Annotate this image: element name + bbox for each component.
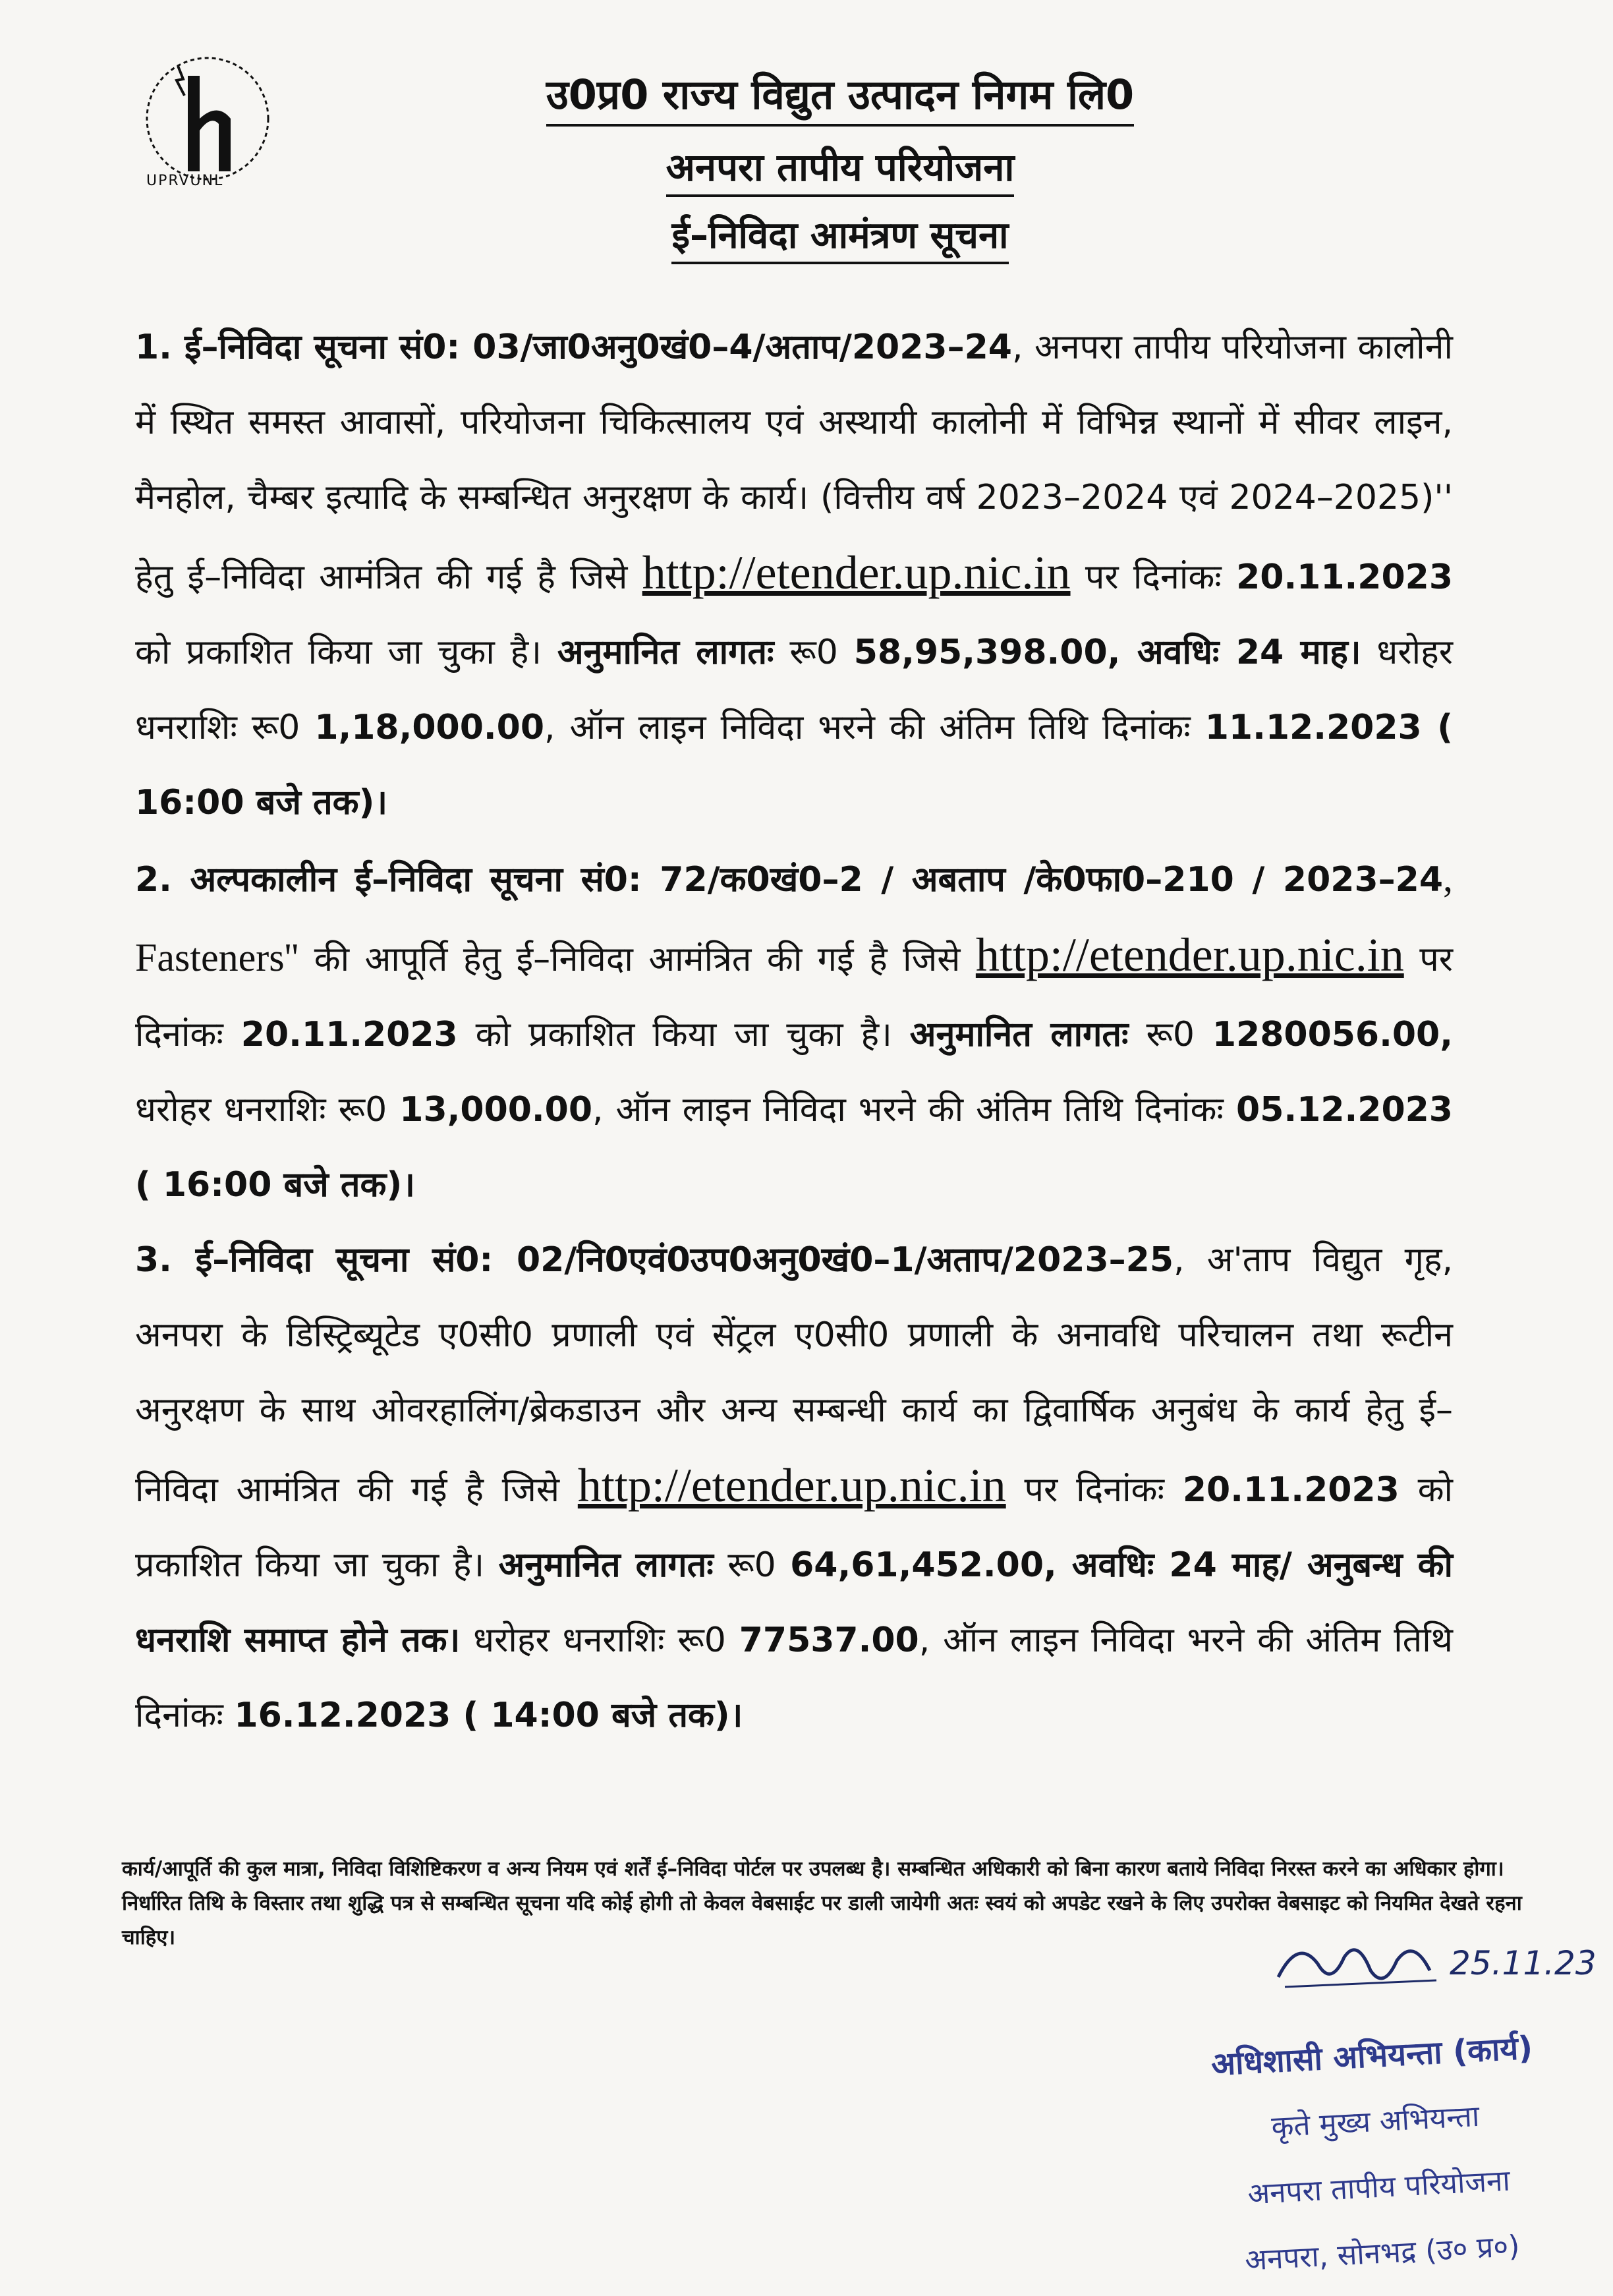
notice-3-deadline-value: 16.12.2023 ( 14:00 बजे तक)। <box>234 1696 743 1735</box>
notice-3-ref: 3. ई–निविदा सूचना सं0: 02/नि0एवं0उप0अनु0खं0–1/अताप/2023–25 <box>135 1240 1174 1280</box>
notice-body <box>135 310 1453 1753</box>
notice-1-published-suffix: को प्रकाशित किया जा चुका है। <box>135 633 542 672</box>
notice-2-desc: की आपूर्ति हेतु ई–निविदा आमंत्रित की गई है जिसे <box>314 940 961 979</box>
footnote-line-2: निर्धारित तिथि के विस्तार तथा शुद्धि पत्र से सम्बन्धित सूचना यदि कोई होगी तो केवल वेबसाईट पर डाली जायेगी अतः स्वयं को अपडेट रखने के लिए उपरोक्त वेबसाइट को नियमित देखते रहना चाहिए। <box>122 1891 1522 1949</box>
notice-2-ref: 2. अल्पकालीन ई–निविदा सूचना सं0: 72/क0खं0–2 / अबताप /के0फा0–210 / 2023–24 <box>135 860 1443 900</box>
notice-3-deposit-label: धरोहर धनराशिः रू0 <box>473 1621 726 1660</box>
notice-1-published-date: 20.11.2023 <box>1236 558 1454 597</box>
notice-3-published-suffix: को प्रकाशित किया जा चुका है। <box>135 1470 1454 1585</box>
notice-1-deposit-label: धरोहर धनराशिः रू0 <box>135 633 1453 747</box>
notice-2-deadline-value: 05.12.2023 ( 16:00 बजे तक)। <box>135 1090 1453 1205</box>
stamp-line-2: कृते मुख्य अभियन्ता <box>1270 2099 1481 2144</box>
header <box>461 66 1219 264</box>
notice-2 <box>135 840 1453 1222</box>
org-name: उ0प्र0 राज्य विद्युत उत्पादन निगम लि0 <box>546 66 1134 127</box>
notice-1-deadline-value: 11.12.2023 ( 16:00 बजे तक)। <box>135 708 1453 822</box>
notice-2-deposit-value: 13,000.00 <box>399 1090 593 1130</box>
notice-2-published-prefix: पर दिनांकः <box>135 940 1454 1054</box>
notice-2-cost-label: अनुमानित लागतः <box>909 1015 1129 1054</box>
notice-3-published-date: 20.11.2023 <box>1182 1470 1400 1510</box>
notice-3-desc: , अ'ताप विद्युत गृह, अनपरा के डिस्ट्रिब्यूटेड ए0सी0 प्रणाली एवं सेंट्रल ए0सी0 प्रणाली के अनावधि परिचालन तथा रूटीन अनुरक्षण के साथ ओवरहालिंग/ब्रेकडाउन और अन्य सम्बन्धी कार्य का द्विवार्षिक अनुबंध के कार्य हेतु ई–निविदा आमंत्रित की गई है जिसे <box>135 1240 1453 1510</box>
notice-2-item: , Fasteners'' <box>135 856 1453 979</box>
notice-1-deposit-value: 1,18,000.00 <box>314 708 545 747</box>
notice-3-deposit-value: 77537.00 <box>739 1621 919 1660</box>
notice-2-url[interactable]: http://etender.up.nic.in <box>975 929 1404 981</box>
official-stamp <box>1186 2014 1568 2296</box>
notice-2-published-date: 20.11.2023 <box>241 1015 458 1054</box>
notice-2-deadline-label: , ऑन लाइन निविदा भरने की अंतिम तिथि दिनांकः <box>592 1090 1224 1130</box>
notice-1 <box>135 310 1453 840</box>
notice-2-deposit-label: धरोहर धनराशिः रू0 <box>135 1090 387 1130</box>
stamp-line-3: अनपरा तापीय परियोजना <box>1247 2164 1511 2212</box>
notice-3 <box>135 1222 1453 1753</box>
project-name: अनपरा तापीय परियोजना <box>666 140 1015 197</box>
stamp-line-1: अधिशासी अभियन्ता (कार्य) <box>1210 2029 1534 2083</box>
signature-date: 25.11.23 <box>1450 1944 1597 1982</box>
notice-1-url[interactable]: http://etender.up.nic.in <box>642 546 1071 599</box>
notice-1-cost-label: अनुमानित लागतः <box>557 633 774 672</box>
notice-1-desc: , अनपरा तापीय परियोजना कालोनी में स्थित समस्त आवासों, परियोजना चिकित्सालय एवं अस्थायी कालोनी में विभिन्न स्थानों में सीवर लाइन, मैनहोल, चैम्बर इत्यादि के सम्बन्धित अनुरक्षण के कार्य। (वित्तीय वर्ष 2023–2024 एवं 2024–2025)'' हेतु ई–निविदा आमंत्रित की गई है जिसे <box>135 328 1453 597</box>
stamp-line-4: अनपरा, सोनभद्र (उ० प्र०) <box>1244 2229 1521 2278</box>
notice-1-cost-value: 58,95,398.00, अवधिः 24 माह। <box>853 633 1361 672</box>
notice-3-cost-prefix: रू0 <box>727 1545 776 1585</box>
notice-3-published-prefix: पर दिनांकः <box>1024 1470 1164 1510</box>
notice-1-ref: 1. ई–निविदा सूचना सं0: 03/जा0अनु0खं0–4/अताप/2023–24 <box>135 328 1012 367</box>
notice-title: ई–निविदा आमंत्रण सूचना <box>671 209 1008 264</box>
logo-text: UPRVUNL <box>146 173 224 189</box>
notice-1-deadline-label: , ऑन लाइन निविदा भरने की अंतिम तिथि दिनांकः <box>544 708 1191 747</box>
notice-3-cost-value: 64,61,452.00, अवधिः 24 माह/ अनुबन्ध की धनराशि समाप्त होने तक। <box>135 1545 1454 1660</box>
notice-2-published-suffix: को प्रकाशित किया जा चुका है। <box>475 1015 892 1054</box>
notice-1-cost-prefix: रू0 <box>789 633 838 672</box>
notice-3-url[interactable]: http://etender.up.nic.in <box>577 1459 1006 1512</box>
notice-3-deadline-label: , ऑन लाइन निविदा भरने की अंतिम तिथि दिनांकः <box>135 1621 1454 1735</box>
footnote-line-1: कार्य/आपूर्ति की कुल मात्रा, निविदा विशिष्टिकरण व अन्य नियम एवं शर्तें ई–निविदा पोर्टल पर उपलब्ध है। सम्बन्धित अधिकारी को बिना कारण बताये निविदा निरस्त करने का अधिकार होगा। <box>122 1857 1504 1881</box>
notice-2-cost-prefix: रू0 <box>1146 1015 1195 1054</box>
notice-2-cost-value: 1280056.00, <box>1212 1015 1453 1054</box>
notice-3-cost-label: अनुमानित लागतः <box>498 1545 714 1585</box>
notice-1-published-prefix: पर दिनांकः <box>1085 558 1222 597</box>
